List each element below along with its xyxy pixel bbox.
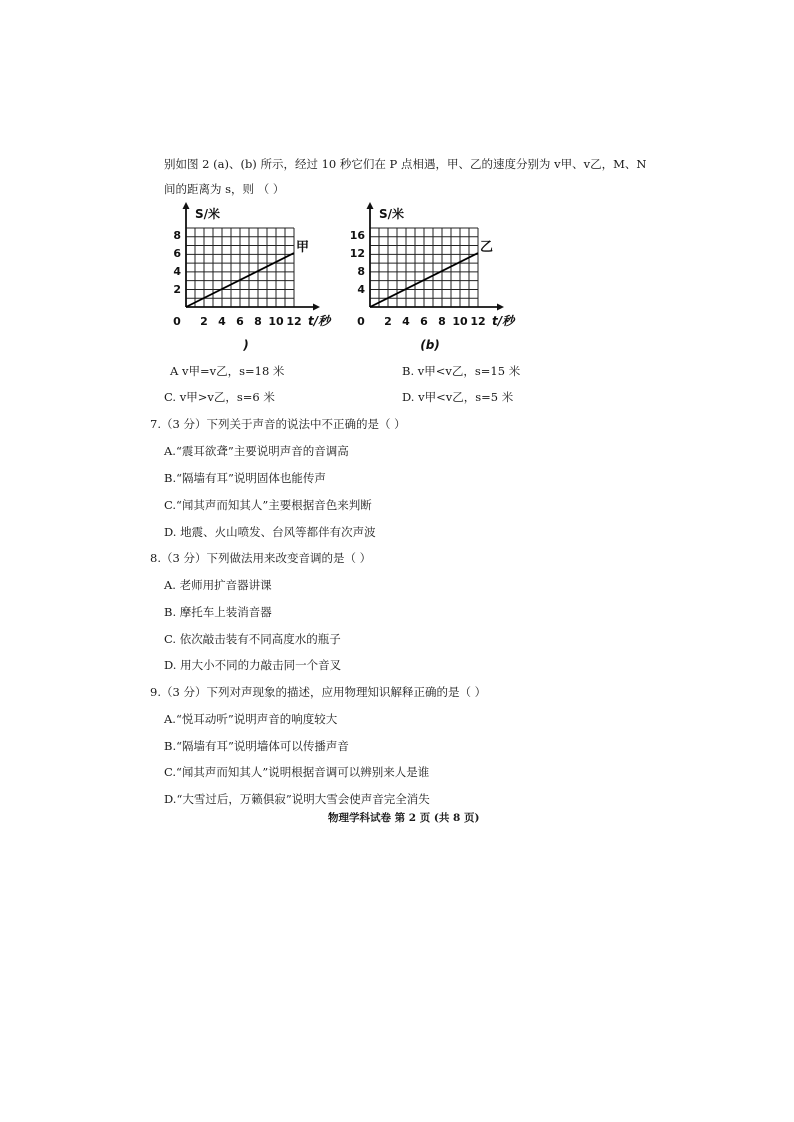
q8-option-b: B. 摩托车上装消音器 <box>164 605 272 619</box>
y-tick-label: 4 <box>173 265 181 278</box>
x-axis-label: t/秒 <box>492 314 515 328</box>
graph-caption: (b) <box>420 338 440 352</box>
q6-option-b: B. v甲<v乙，s=15 米 <box>402 364 521 378</box>
y-tick-label: 2 <box>173 283 181 296</box>
x-tick-label: 0 <box>173 315 181 328</box>
q6-option-c: C. v甲>v乙，s=6 米 <box>164 390 275 404</box>
graph-b <box>349 200 532 358</box>
y-axis-arrow <box>183 202 190 209</box>
x-tick-label: 0 <box>357 315 365 328</box>
intro-line-1: 别如图 2 (a)、(b) 所示，经过 10 秒它们在 P 点相遇，甲、乙的速度分别为 v甲、v乙，M、N <box>164 157 647 171</box>
y-axis-arrow <box>367 202 374 209</box>
series-label: 甲 <box>296 240 310 255</box>
x-axis-arrow <box>497 304 504 311</box>
intro-line-2: 间的距离为 s，则 （ ） <box>164 182 285 196</box>
q7-option-a: A.“震耳欲聋”主要说明声音的音调高 <box>164 444 349 458</box>
x-tick-label: 2 <box>200 315 208 328</box>
x-axis-arrow <box>313 304 320 311</box>
graph-a <box>168 200 348 358</box>
x-tick-label: 10 <box>268 315 284 328</box>
x-tick-label: 2 <box>384 315 392 328</box>
q7-option-d: D. 地震、火山喷发、台风等都伴有次声波 <box>164 525 376 539</box>
q8-option-c: C. 依次敲击装有不同高度水的瓶子 <box>164 632 341 646</box>
x-tick-label: 12 <box>286 315 302 328</box>
q9-option-a: A.“悦耳动听”说明声音的响度较大 <box>164 712 338 726</box>
y-tick-label: 16 <box>349 229 365 242</box>
q7-stem: 7.（3 分）下列关于声音的说法中不正确的是（ ） <box>150 417 406 431</box>
q6-option-d: D. v甲<v乙，s=5 米 <box>402 390 514 404</box>
q8-option-d: D. 用大小不同的力敲击同一个音叉 <box>164 658 342 672</box>
y-axis-label: S/米 <box>379 207 405 221</box>
x-tick-label: 6 <box>420 315 428 328</box>
q9-option-c: C.“闻其声而知其人”说明根据音调可以辨别来人是谁 <box>164 765 430 779</box>
page-footer: 物理学科试卷 第 2 页 (共 8 页) <box>328 812 480 824</box>
x-tick-label: 8 <box>438 315 446 328</box>
y-tick-label: 12 <box>349 247 365 260</box>
x-tick-label: 6 <box>236 315 244 328</box>
q8-option-a: A. 老师用扩音器讲课 <box>164 578 272 592</box>
x-tick-label: 8 <box>254 315 262 328</box>
q9-option-b: B.“隔墙有耳”说明墙体可以传播声音 <box>164 739 349 753</box>
y-axis-label: S/米 <box>195 207 221 221</box>
y-tick-label: 6 <box>173 247 181 260</box>
y-tick-label: 8 <box>357 265 365 278</box>
q6-option-a: A v甲=v乙，s=18 米 <box>170 364 285 378</box>
q9-stem: 9.（3 分）下列对声现象的描述，应用物理知识解释正确的是（ ） <box>150 685 487 699</box>
graph-caption: ) <box>243 338 249 352</box>
q9-option-d: D.“大雪过后，万籁俱寂”说明大雪会使声音完全消失 <box>164 792 430 806</box>
x-tick-label: 10 <box>452 315 468 328</box>
series-label: 乙 <box>480 240 494 255</box>
q7-option-b: B.“隔墙有耳”说明固体也能传声 <box>164 471 326 485</box>
x-tick-label: 4 <box>402 315 410 328</box>
y-tick-label: 4 <box>357 283 365 296</box>
y-tick-label: 8 <box>173 229 181 242</box>
x-tick-label: 12 <box>470 315 486 328</box>
x-axis-label: t/秒 <box>308 314 331 328</box>
q7-option-c: C.“闻其声而知其人”主要根据音色来判断 <box>164 498 372 512</box>
x-tick-label: 4 <box>218 315 226 328</box>
q8-stem: 8.（3 分）下列做法用来改变音调的是（ ） <box>150 551 372 565</box>
